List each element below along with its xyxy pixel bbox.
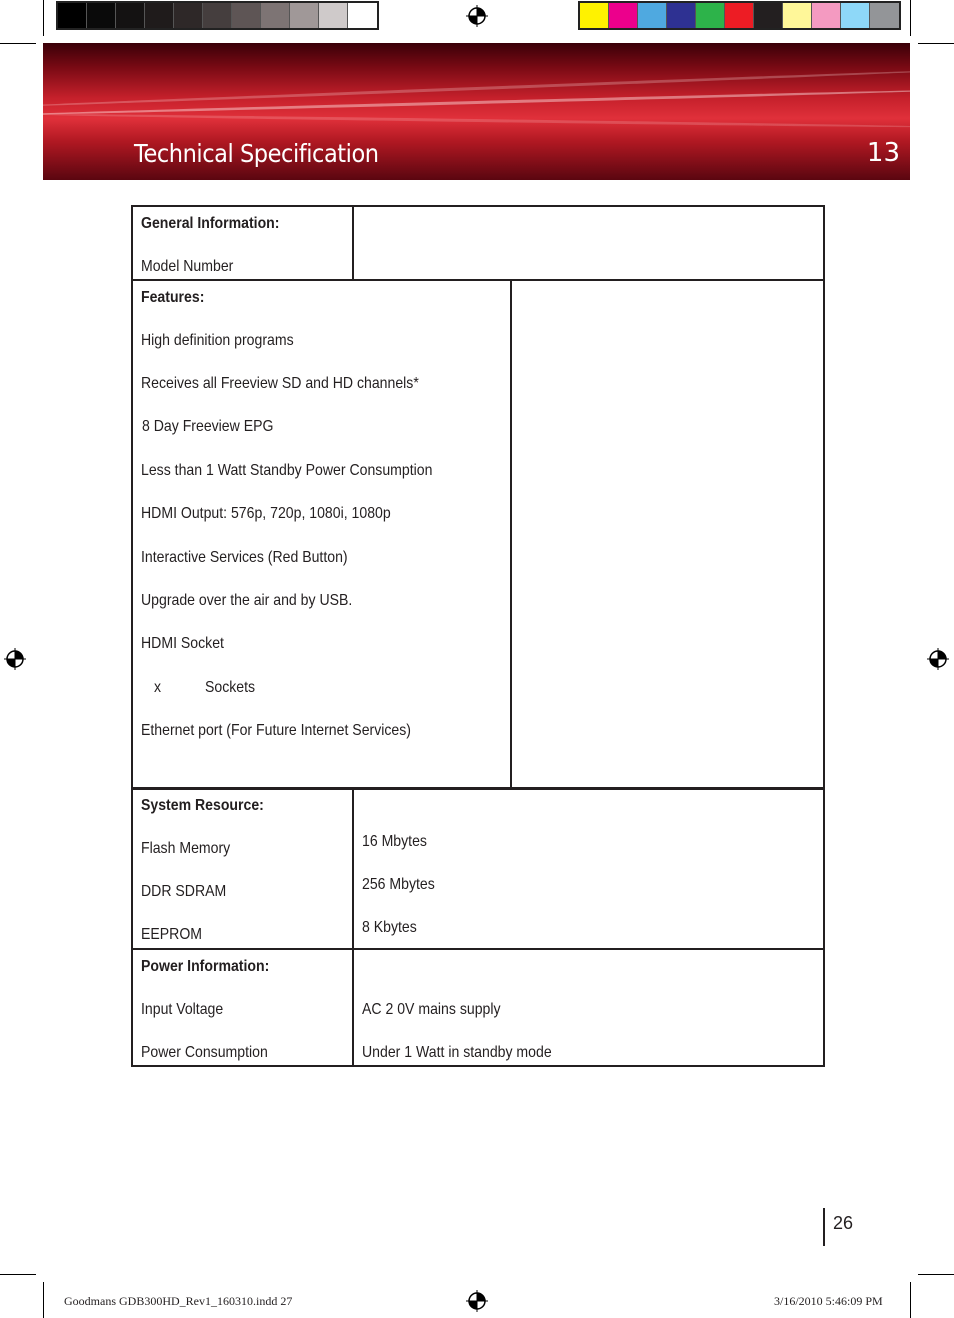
spec-label: DDR SDRAM xyxy=(141,883,227,900)
general-information-section xyxy=(131,205,825,281)
chapter-number: 13 xyxy=(866,138,900,168)
gray-swatch xyxy=(290,3,319,28)
feature-item: x xyxy=(154,679,162,696)
registration-mark-icon xyxy=(4,648,26,670)
gray-swatch xyxy=(145,3,174,28)
feature-item: 8 Day Freeview EPG xyxy=(142,418,274,435)
crop-mark xyxy=(910,0,911,36)
feature-item: HDMI Output: 576p, 720p, 1080i, 1080p xyxy=(141,505,391,522)
gray-swatch xyxy=(58,3,87,28)
section-heading: General Information: xyxy=(141,215,280,232)
color-swatch xyxy=(696,3,725,28)
color-swatch xyxy=(609,3,638,28)
color-swatch xyxy=(667,3,696,28)
gray-swatch xyxy=(319,3,348,28)
header-banner xyxy=(43,43,910,180)
feature-item: Ethernet port (For Future Internet Services) xyxy=(141,722,411,739)
color-swatch xyxy=(783,3,812,28)
page-title: Technical Specification xyxy=(134,139,379,168)
gray-swatch xyxy=(232,3,261,28)
gray-swatch xyxy=(203,3,232,28)
slug-filename: Goodmans GDB300HD_Rev1_160310.indd 27 xyxy=(64,1294,293,1308)
spec-label: EEPROM xyxy=(141,926,203,943)
banner-streak xyxy=(43,112,910,128)
column-divider xyxy=(510,281,512,788)
page-number: 26 xyxy=(833,1213,854,1233)
feature-item: Interactive Services (Red Button) xyxy=(141,549,348,566)
feature-item: Sockets xyxy=(205,679,256,696)
color-swatch xyxy=(841,3,870,28)
grayscale-color-bar xyxy=(56,1,379,30)
color-swatch xyxy=(870,3,899,28)
spec-label: Model Number xyxy=(141,258,234,275)
registration-mark-icon xyxy=(927,648,949,670)
column-divider xyxy=(352,950,354,1065)
banner-streak xyxy=(43,89,910,117)
feature-item: Upgrade over the air and by USB. xyxy=(141,592,353,609)
color-swatch xyxy=(754,3,783,28)
crop-mark xyxy=(0,43,36,44)
spec-label: Input Voltage xyxy=(141,1001,224,1018)
spec-value: 8 Kbytes xyxy=(362,919,417,936)
gray-swatch xyxy=(87,3,116,28)
section-heading: Power Information: xyxy=(141,958,270,975)
power-information-section xyxy=(131,948,825,1067)
feature-item: High definition programs xyxy=(141,332,294,349)
page-number-rule xyxy=(823,1208,825,1246)
gray-swatch xyxy=(348,3,377,28)
crop-mark xyxy=(43,0,44,36)
crop-mark xyxy=(918,1274,954,1275)
slug-timestamp: 3/16/2010 5:46:09 PM xyxy=(774,1294,883,1308)
color-swatch xyxy=(638,3,667,28)
section-heading: System Resource: xyxy=(141,797,264,814)
system-resource-section xyxy=(131,787,825,950)
gray-swatch xyxy=(261,3,290,28)
gray-swatch xyxy=(174,3,203,28)
feature-item: Receives all Freeview SD and HD channels* xyxy=(141,375,419,392)
spec-label: Power Consumption xyxy=(141,1044,268,1061)
column-divider xyxy=(352,207,354,279)
section-heading: Features: xyxy=(141,289,205,306)
gray-swatch xyxy=(116,3,145,28)
process-color-bar xyxy=(578,1,901,30)
crop-mark xyxy=(43,1282,44,1318)
crop-mark xyxy=(918,43,954,44)
spec-value: 256 Mbytes xyxy=(362,876,435,893)
registration-mark-icon xyxy=(466,5,488,27)
feature-item: HDMI Socket xyxy=(141,635,224,652)
features-section xyxy=(131,279,825,790)
spec-label: Flash Memory xyxy=(141,840,231,857)
column-divider xyxy=(352,789,354,948)
spec-value: AC 2 0V mains supply xyxy=(362,1001,501,1018)
spec-value: 16 Mbytes xyxy=(362,833,427,850)
feature-item: Less than 1 Watt Standby Power Consumption xyxy=(141,462,433,479)
crop-mark xyxy=(910,1282,911,1318)
crop-mark xyxy=(0,1274,36,1275)
color-swatch xyxy=(580,3,609,28)
registration-mark-icon xyxy=(466,1290,488,1312)
color-swatch xyxy=(725,3,754,28)
spec-value: Under 1 Watt in standby mode xyxy=(362,1044,552,1061)
color-swatch xyxy=(812,3,841,28)
